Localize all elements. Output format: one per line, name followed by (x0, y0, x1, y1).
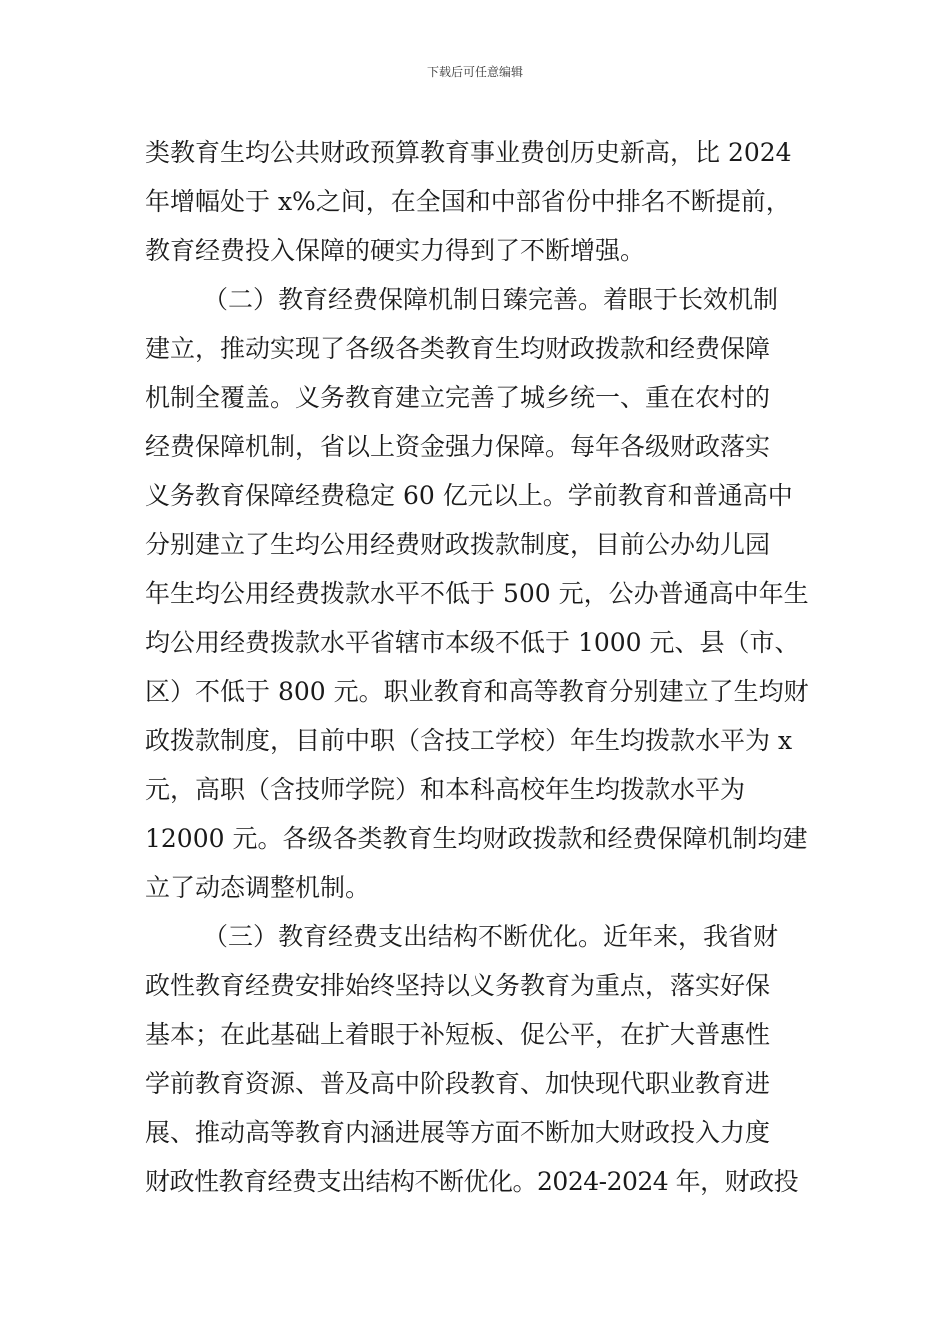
text-line: 政性教育经费安排始终坚持以义务教育为重点，落实好保 (145, 971, 771, 1000)
text-line: 区）不低于 800 元。职业教育和高等教育分别建立了生均财 (145, 677, 809, 706)
text-line: 均公用经费拨款水平省辖市本级不低于 1000 元、县（市、 (145, 628, 800, 657)
text-line: 政拨款制度，目前中职（含技工学校）年生均拨款水平为 x (145, 726, 793, 755)
text-line: 展、推动高等教育内涵进展等方面不断加大财政投入力度 (145, 1118, 771, 1147)
text-line: 类教育生均公共财政预算教育事业费创历史新高，比 2024 (145, 138, 792, 167)
text-line: 义务教育保障经费稳定 60 亿元以上。学前教育和普通高中 (145, 481, 793, 510)
text-line: 学前教育资源、普及高中阶段教育、加快现代职业教育进 (145, 1069, 771, 1098)
text-line-first: （二）教育经费保障机制日臻完善。着眼于长效机制 (203, 285, 779, 314)
text-line: 立了动态调整机制。 (145, 873, 371, 902)
text-line: 年增幅处于 x%之间，在全国和中部省份中排名不断提前， (145, 187, 791, 216)
paragraph-1 (145, 128, 810, 275)
text-line: 元，高职（含技师学院）和本科高校年生均拨款水平为 (145, 775, 746, 804)
text-line: 年生均公用经费拨款水平不低于 500 元，公办普通高中年生 (145, 579, 809, 608)
text-line: 财政性教育经费支出结构不断优化。2024-2024 年，财政投 (145, 1167, 799, 1196)
text-line: 教育经费投入保障的硬实力得到了不断增强。 (145, 236, 646, 265)
text-line: 经费保障机制，省以上资金强力保障。每年各级财政落实 (145, 432, 771, 461)
text-line-first: （三）教育经费支出结构不断优化。近年来，我省财 (203, 922, 779, 951)
text-line: 建立，推动实现了各级各类教育生均财政拨款和经费保障 (145, 334, 771, 363)
text-line: 分别建立了生均公用经费财政拨款制度，目前公办幼儿园 (145, 530, 771, 559)
paragraph-3 (145, 912, 810, 1206)
text-line: 12000 元。各级各类教育生均财政拨款和经费保障机制均建 (145, 824, 808, 853)
paragraph-2 (145, 275, 810, 912)
text-line: 基本；在此基础上着眼于补短板、促公平，在扩大普惠性 (145, 1020, 771, 1049)
page-header: 下载后可任意编辑 (426, 65, 523, 79)
text-line: 机制全覆盖。义务教育建立完善了城乡统一、重在农村的 (145, 383, 771, 412)
document-body (145, 128, 810, 1206)
